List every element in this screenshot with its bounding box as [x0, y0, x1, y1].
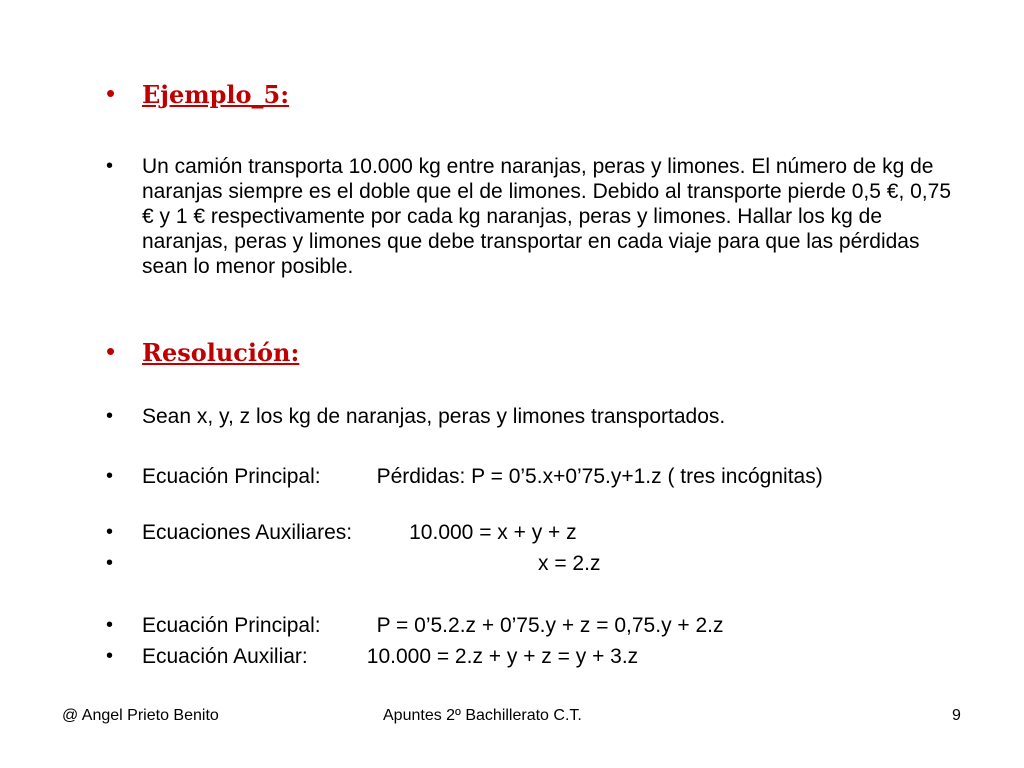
- footer-author: @ Angel Prieto Benito: [62, 707, 219, 724]
- bullet-icon: •: [106, 614, 114, 636]
- bullet-icon: •: [106, 336, 116, 366]
- example-heading: Ejemplo_5:: [142, 80, 290, 109]
- bullet-icon: •: [106, 465, 114, 487]
- auxiliary-equation-second: x = 2.z: [538, 552, 601, 575]
- auxiliary-equations-content: 10.000 = x + y + z: [409, 521, 577, 544]
- principal-equation-content: Pérdidas: P = 0’5.x+0’75.y+1.z ( tres incógnitas): [376, 465, 823, 488]
- bullet-icon: •: [106, 78, 116, 108]
- bullet-icon: •: [106, 552, 114, 574]
- auxiliary-equation-substituted-label: Ecuación Auxiliar:: [142, 645, 308, 668]
- bullet-icon: •: [106, 645, 114, 667]
- principal-equation-substituted-content: P = 0’5.2.z + 0’75.y + z = 0,75.y + 2.z: [376, 614, 724, 637]
- problem-statement: Un camión transporta 10.000 kg entre naranjas, peras y limones. El número de kg de naranjas siempre es el doble que el de limones. Debido al transporte pierde 0,5 €, 0,75 € y 1 € respectivamente por cada kg naranjas, peras y limones. Hallar los kg de naranjas, peras y limones que debe transportar en cada viaje para que las pérdidas sean lo menor posible.: [142, 155, 952, 278]
- variables-definition: Sean x, y, z los kg de naranjas, peras y limones transportados.: [142, 405, 726, 428]
- principal-equation-substituted-label: Ecuación Principal:: [142, 614, 321, 637]
- footer-course: Apuntes 2º Bachillerato C.T.: [383, 707, 582, 724]
- auxiliary-equations: [142, 520, 964, 545]
- resolution-heading: Resolución:: [142, 338, 300, 367]
- principal-equation: [142, 464, 964, 489]
- principal-equation-substituted: [142, 613, 964, 638]
- footer-page-number: 9: [952, 707, 961, 724]
- bullet-icon: •: [106, 155, 114, 177]
- auxiliary-equation-substituted-content: 10.000 = 2.z + y + z = y + 3.z: [366, 645, 639, 668]
- auxiliary-equation-substituted: [142, 644, 964, 669]
- bullet-icon: •: [106, 405, 114, 427]
- principal-equation-label: Ecuación Principal:: [142, 465, 321, 488]
- bullet-icon: •: [106, 521, 114, 543]
- auxiliary-equations-label: Ecuaciones Auxiliares:: [142, 521, 353, 544]
